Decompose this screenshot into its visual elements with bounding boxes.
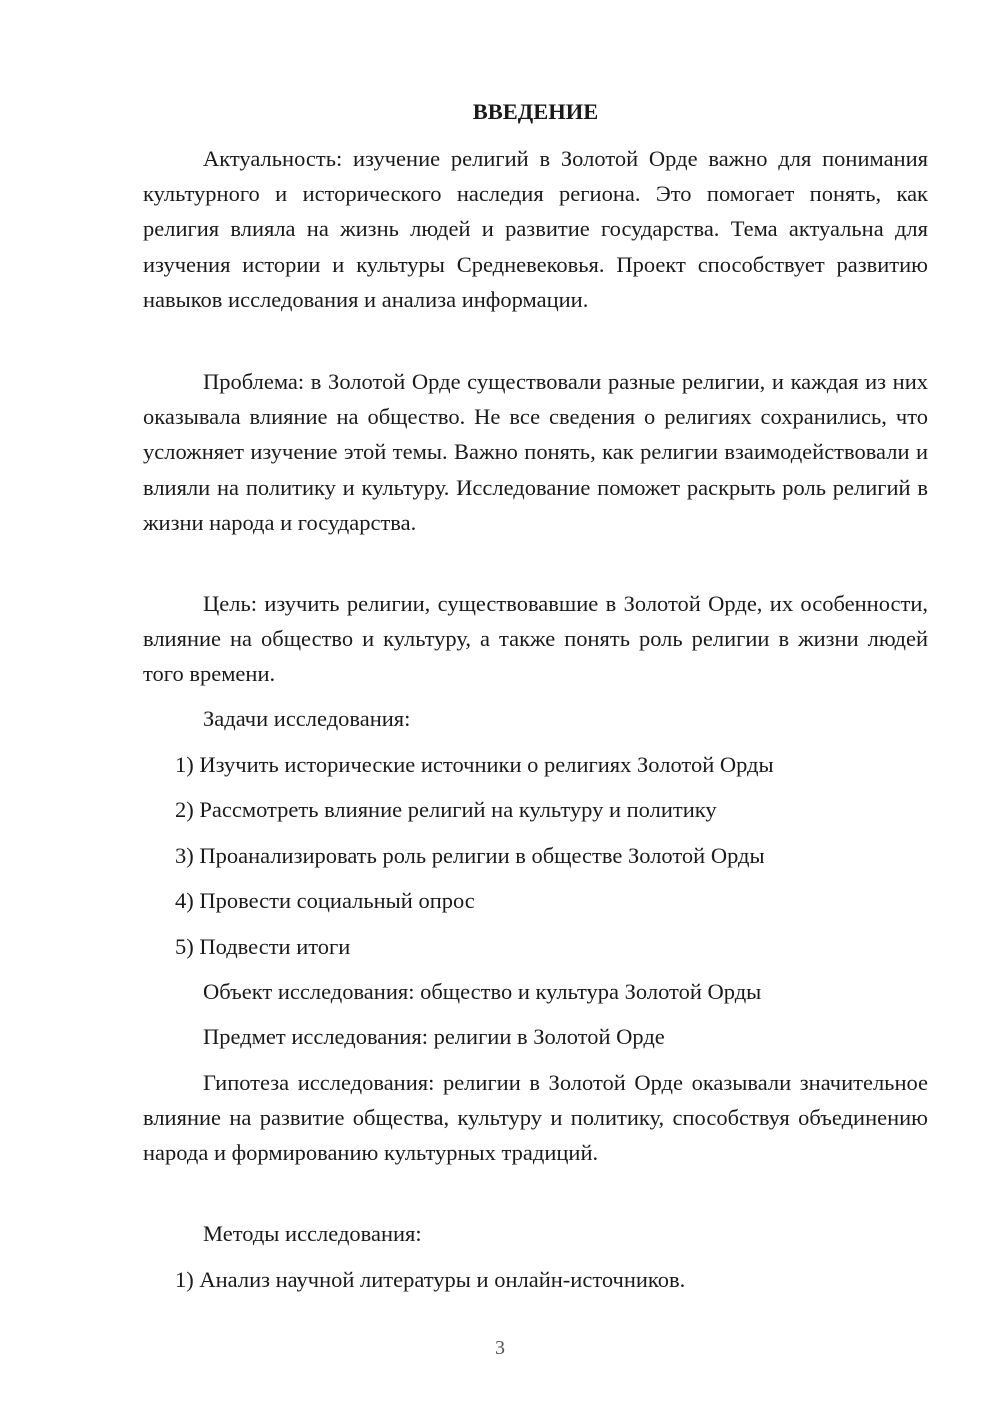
task-item: 3) Проанализировать роль религии в обществе Золотой Орды <box>175 843 765 868</box>
subject-paragraph: Предмет исследования: религии в Золотой Орде <box>203 1024 665 1049</box>
task-item: 2) Рассмотреть влияние религий на культуру и политику <box>175 797 717 822</box>
methods-heading: Методы исследования: <box>203 1221 422 1246</box>
task-item: 1) Изучить исторические источники о религиях Золотой Орды <box>175 752 774 777</box>
section-heading: ВВЕДЕНИЕ <box>472 99 599 124</box>
object-paragraph: Объект исследования: общество и культура Золотой Орды <box>203 979 762 1004</box>
goal-paragraph: Цель: изучить религии, существовавшие в Золотой Орде, их особенности, влияние на общество и культуру, а также понять роль религии в жизни людей того времени. <box>143 591 928 687</box>
relevance-paragraph: Актуальность: изучение религий в Золотой Орде важно для понимания культурного и исторического наследия региона. Это помогает понять, как религия влияла на жизнь людей и развитие государства. Тема актуальна для изучения истории и культуры Средневековья. Проект способствует развитию навыков исследования и анализа информации. <box>143 146 928 312</box>
task-item: 4) Провести социальный опрос <box>175 888 475 913</box>
method-item: 1) Анализ научной литературы и онлайн-источников. <box>175 1267 686 1292</box>
page-number: 3 <box>495 1337 505 1359</box>
hypothesis-paragraph: Гипотеза исследования: религии в Золотой Орде оказывали значительное влияние на развитие общества, культуру и политику, способствуя объединению народа и формированию культурных традиций. <box>143 1070 928 1166</box>
tasks-heading: Задачи исследования: <box>203 706 411 731</box>
task-item: 5) Подвести итоги <box>175 934 351 959</box>
problem-paragraph: Проблема: в Золотой Орде существовали разные религии, и каждая из них оказывала влияние на общество. Не все сведения о религиях сохранились, что усложняет изучение этой темы. Важно понять, как религии взаимодействовали и влияли на политику и культуру. Исследование поможет раскрыть роль религий в жизни народа и государства. <box>143 369 928 535</box>
